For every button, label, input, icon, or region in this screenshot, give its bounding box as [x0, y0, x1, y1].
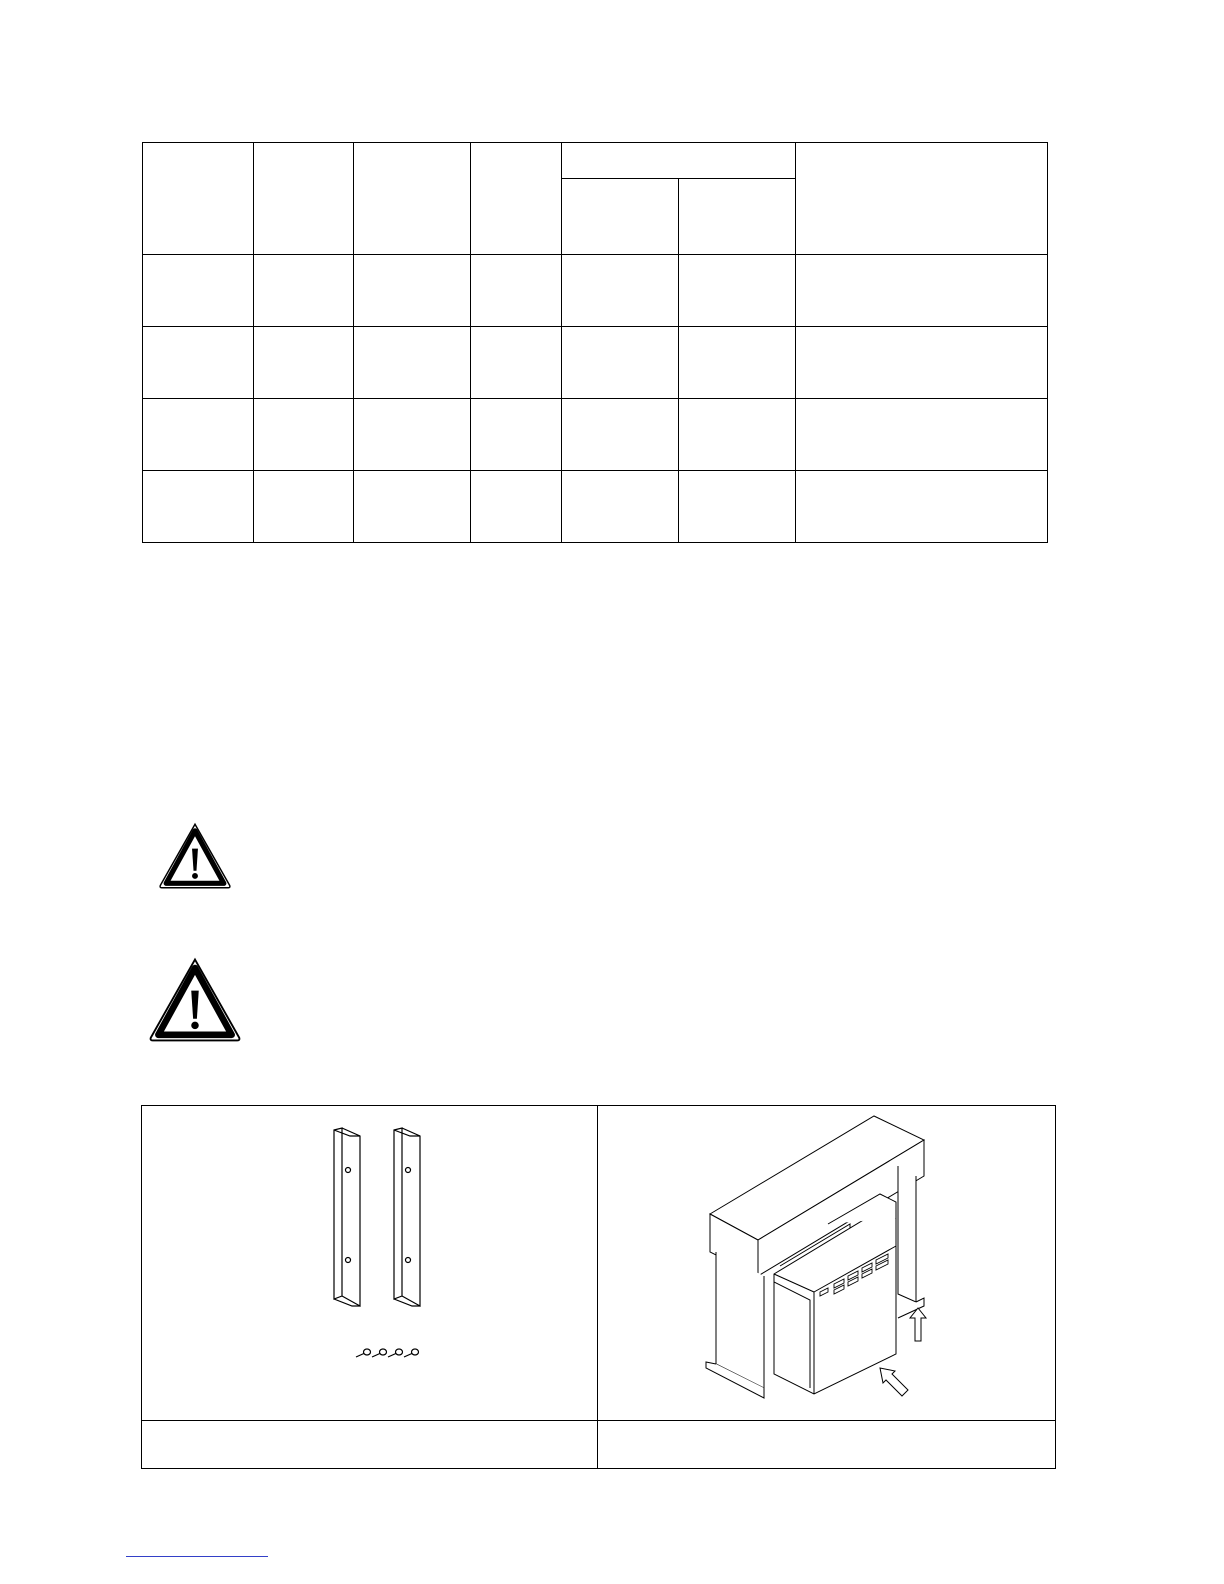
- warning-triangle-icon: [148, 956, 242, 1044]
- table-cell: [354, 327, 471, 399]
- table-cell: [679, 327, 796, 399]
- table-cell: [254, 255, 354, 327]
- table-row: [143, 255, 1048, 327]
- table-cell: [254, 399, 354, 471]
- table-row: [143, 399, 1048, 471]
- table-cell: [354, 471, 471, 543]
- table-cell: [143, 471, 254, 543]
- table-cell: [471, 399, 562, 471]
- header-col-3: [354, 143, 471, 255]
- table-cell: [679, 399, 796, 471]
- table-cell: [562, 471, 679, 543]
- table-cell: [143, 327, 254, 399]
- table-row: [143, 327, 1048, 399]
- insert-caption: [598, 1421, 1056, 1469]
- footer-rule: [126, 1556, 268, 1557]
- table-cell: [796, 471, 1048, 543]
- table-cell: [471, 327, 562, 399]
- table-cell: [143, 399, 254, 471]
- brackets-caption: [142, 1421, 598, 1469]
- table-cell: [143, 255, 254, 327]
- mounting-brackets-and-screws-icon: [142, 1106, 597, 1415]
- header-subcol-1: [562, 179, 679, 255]
- header-group: [562, 143, 796, 179]
- table-cell: [471, 255, 562, 327]
- table-cell: [562, 399, 679, 471]
- insert-into-mantel-illustration-icon: [598, 1106, 1055, 1415]
- table-cell: [471, 471, 562, 543]
- header-col-1: [143, 143, 254, 255]
- table-cell: [796, 327, 1048, 399]
- table-cell: [354, 399, 471, 471]
- warning-triangle-icon: [158, 822, 232, 890]
- header-subcol-2: [679, 179, 796, 255]
- illustration-table: [141, 1105, 1056, 1469]
- table-cell: [254, 471, 354, 543]
- table-cell: [562, 327, 679, 399]
- table-cell: [562, 255, 679, 327]
- header-col-2: [254, 143, 354, 255]
- insert-figure-cell: [598, 1106, 1056, 1421]
- brackets-figure-cell: [142, 1106, 598, 1421]
- spec-table: [142, 142, 1048, 543]
- table-cell: [796, 399, 1048, 471]
- table-cell: [254, 327, 354, 399]
- table-cell: [354, 255, 471, 327]
- table-cell: [796, 255, 1048, 327]
- table-cell: [679, 471, 796, 543]
- header-col-4: [471, 143, 562, 255]
- table-cell: [679, 255, 796, 327]
- table-row: [143, 471, 1048, 543]
- header-col-7: [796, 143, 1048, 255]
